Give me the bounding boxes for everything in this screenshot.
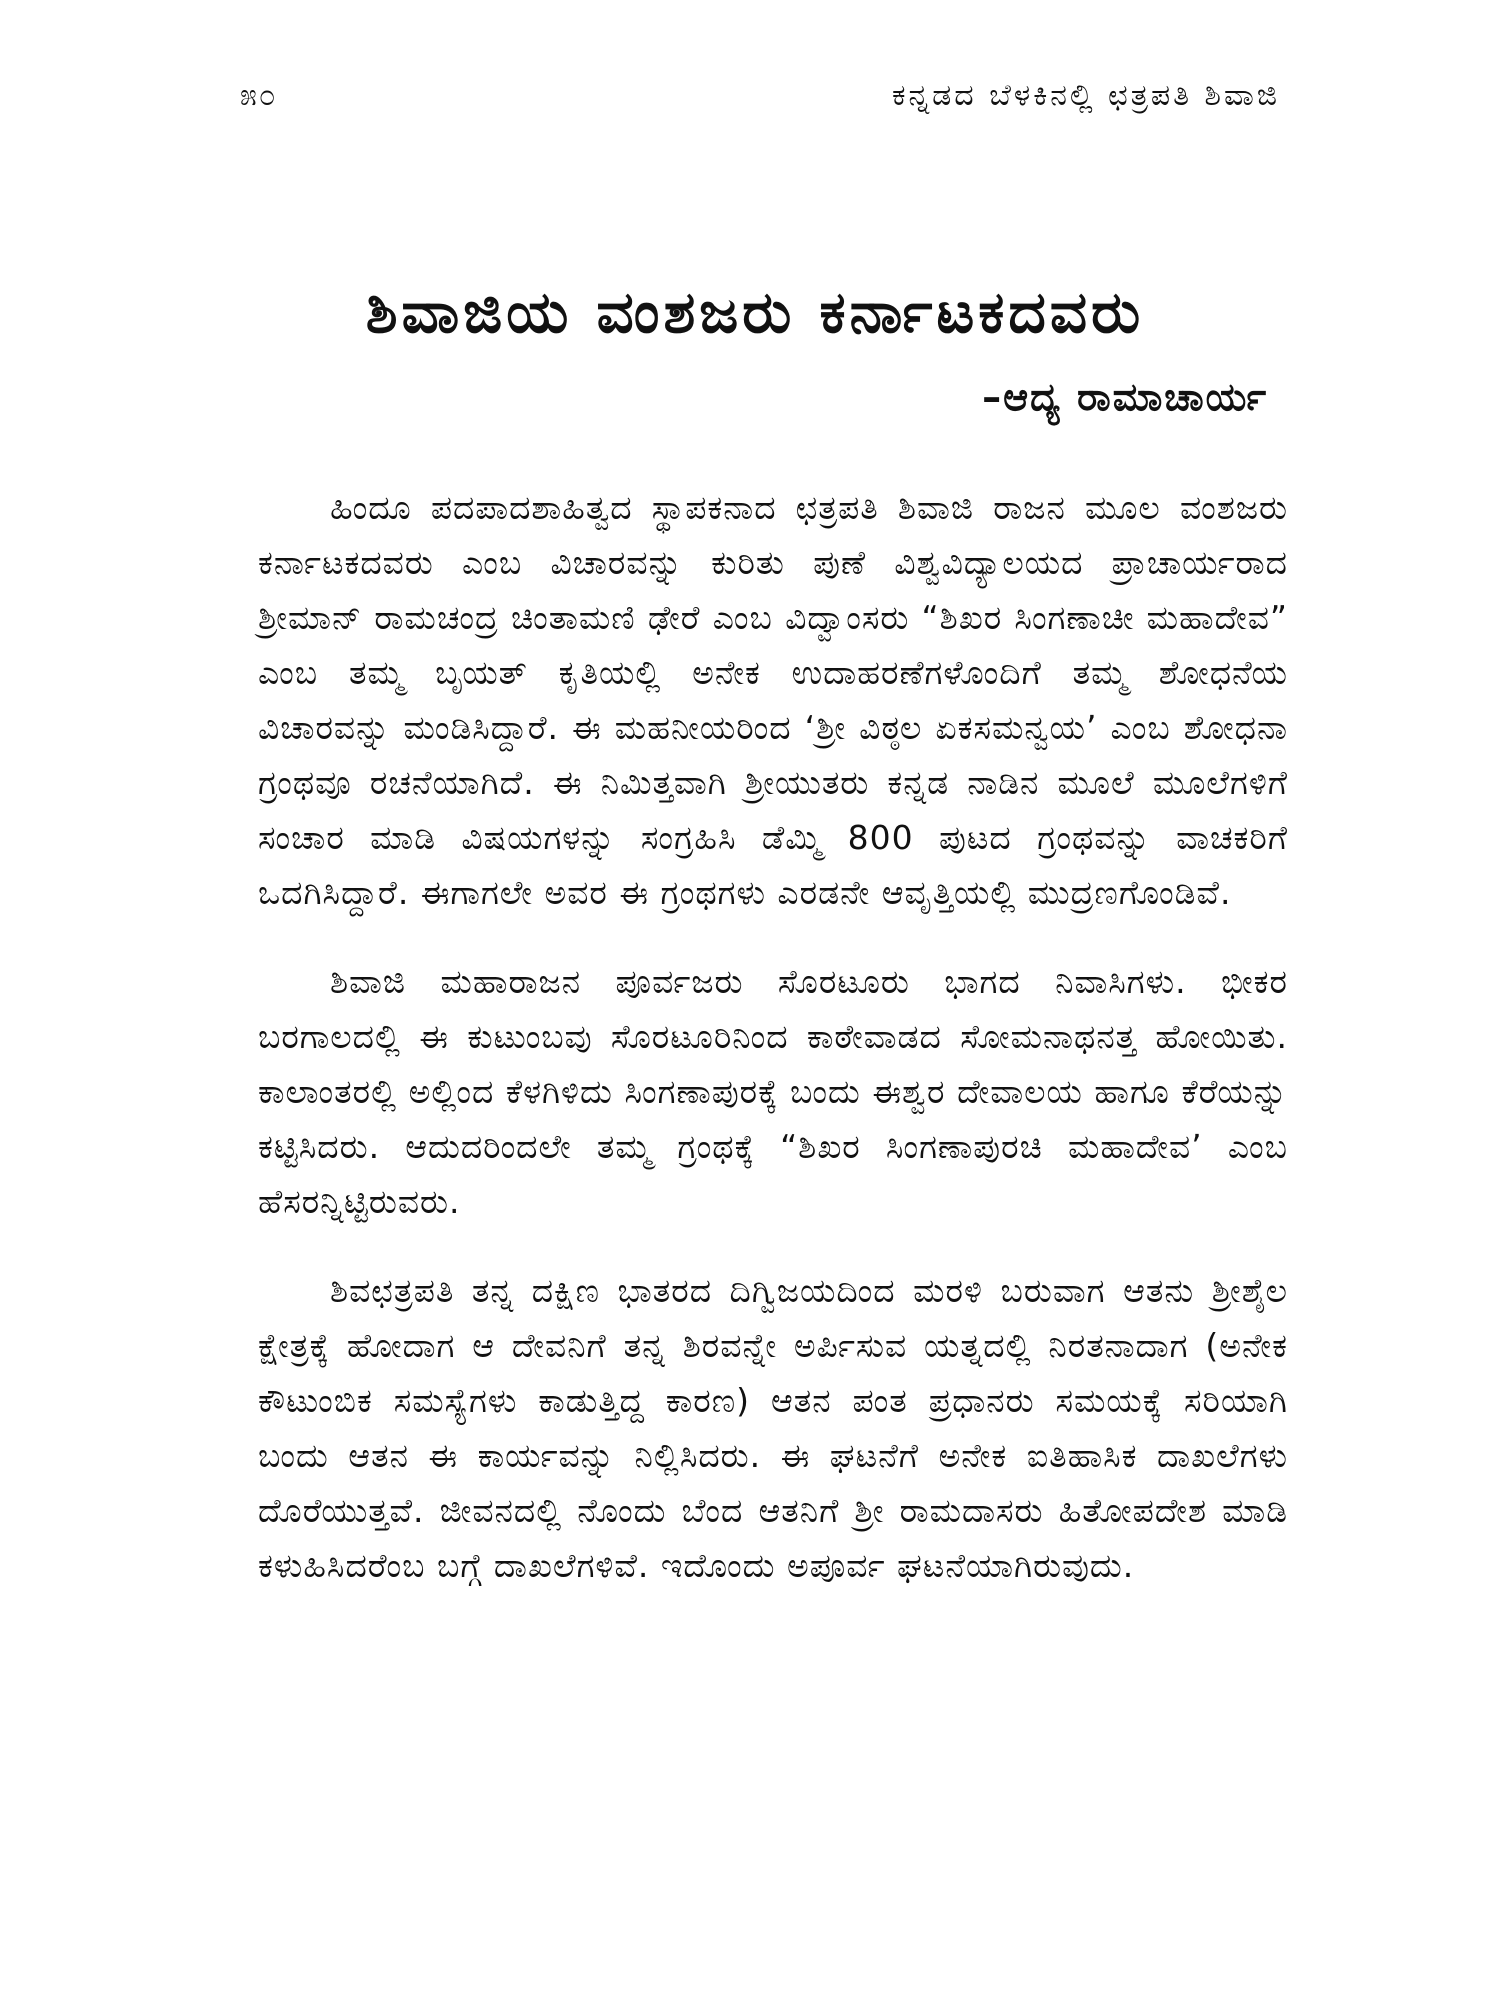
paragraph: ಹಿಂದೂ ಪದಪಾದಶಾಹಿತ್ವದ ಸ್ಥಾಪಕನಾದ ಛತ್ರಪತಿ ಶಿವಾಜಿ ರಾಜನ ಮೂಲ ವಂಶಜರು ಕರ್ನಾಟಕದವರು ಎಂಬ ವಿಚಾರವನ್ನು ಕುರಿತು ಪುಣೆ ವಿಶ್ವವಿದ್ಯಾಲಯದ ಪ್ರಾಚಾರ್ಯರಾದ ಶ್ರೀಮಾನ್ ರಾಮಚಂದ್ರ ಚಿಂತಾಮಣಿ ಢೇರೆ ಎಂಬ ವಿದ್ವಾಂಸರು “ಶಿಖರ ಸಿಂಗಣಾಚೀ ಮಹಾದೇವ” ಎಂಬ ತಮ್ಮ ಬೃಯತ್ ಕೃತಿಯಲ್ಲಿ ಅನೇಕ ಉದಾಹರಣೆಗಳೊಂದಿಗೆ ತಮ್ಮ ಶೋಧನೆಯ ವಿಚಾರವನ್ನು ಮಂಡಿಸಿದ್ದಾರೆ. ಈ ಮಹನೀಯರಿಂದ ‘ಶ್ರೀ ವಿಠ್ಠಲ ಏಕಸಮನ್ವಯ’ ಎಂಬ ಶೋಧನಾ ಗ್ರಂಥವೂ ರಚನೆಯಾಗಿದೆ. ಈ ನಿಮಿತ್ತವಾಗಿ ಶ್ರೀಯುತರು ಕನ್ನಡ ನಾಡಿನ ಮೂಲೆ ಮೂಲೆಗಳಿಗೆ ಸಂಚಾರ ಮಾಡಿ ವಿಷಯಗಳನ್ನು ಸಂಗ್ರಹಿಸಿ ಡೆಮ್ಮಿ 800 ಪುಟದ ಗ್ರಂಥವನ್ನು ವಾಚಕರಿಗೆ ಒದಗಿಸಿದ್ದಾರೆ. ಈಗಾಗಲೇ ಅವರ ಈ ಗ್ರಂಥಗಳು ಎರಡನೇ ಆವೃತ್ತಿಯಲ್ಲಿ ಮುದ್ರಣಗೊಂಡಿವೆ. xyxy=(258,488,1288,912)
article-body xyxy=(258,480,1288,1627)
running-title: ಕನ್ನಡದ ಬೆಳಕಿನಲ್ಲಿ ಛತ್ರಪತಿ ಶಿವಾಜಿ xyxy=(891,77,1280,113)
article-author: –ಆದ್ಯ ರಾಮಾಚಾರ್ಯ xyxy=(982,375,1268,419)
page-number: ೫೦ xyxy=(240,77,278,113)
article-title: ಶಿವಾಜಿಯ ವಂಶಜರು ಕರ್ನಾಟಕದವರು xyxy=(365,278,1145,346)
paragraph: ಶಿವಛತ್ರಪತಿ ತನ್ನ ದಕ್ಷಿಣ ಭಾತರದ ದಿಗ್ವಿಜಯದಿಂದ ಮರಳಿ ಬರುವಾಗ ಆತನು ಶ್ರೀಶೈಲ ಕ್ಷೇತ್ರಕ್ಕೆ ಹೋದಾಗ ಆ ದೇವನಿಗೆ ತನ್ನ ಶಿರವನ್ನೇ ಅರ್ಪಿಸುವ ಯತ್ನದಲ್ಲಿ ನಿರತನಾದಾಗ (ಅನೇಕ ಕೌಟುಂಬಿಕ ಸಮಸ್ಯೆಗಳು ಕಾಡುತ್ತಿದ್ದ ಕಾರಣ) ಆತನ ಪಂತ ಪ್ರಧಾನರು ಸಮಯಕ್ಕೆ ಸರಿಯಾಗಿ ಬಂದು ಆತನ ಈ ಕಾರ್ಯವನ್ನು ನಿಲ್ಲಿಸಿದರು. ಈ ಘಟನೆಗೆ ಅನೇಕ ಐತಿಹಾಸಿಕ ದಾಖಲೆಗಳು ದೊರೆಯುತ್ತವೆ. ಜೀವನದಲ್ಲಿ ನೊಂದು ಬೆಂದ ಆತನಿಗೆ ಶ್ರೀ ರಾಮದಾಸರು ಹಿತೋಪದೇಶ ಮಾಡಿ ಕಳುಹಿಸಿದರೆಂಬ ಬಗ್ಗೆ ದಾಖಲೆಗಳಿವೆ. ಇದೊಂದು ಅಪೂರ್ವ ಘಟನೆಯಾಗಿರುವುದು. xyxy=(258,1271,1288,1585)
paragraph: ಶಿವಾಜಿ ಮಹಾರಾಜನ ಪೂರ್ವಜರು ಸೊರಟೂರು ಭಾಗದ ನಿವಾಸಿಗಳು. ಭೀಕರ ಬರಗಾಲದಲ್ಲಿ ಈ ಕುಟುಂಬವು ಸೊರಟೂರಿನಿಂದ ಕಾಠೇವಾಡದ ಸೋಮನಾಥನತ್ತ ಹೋಯಿತು. ಕಾಲಾಂತರಲ್ಲಿ ಅಲ್ಲಿಂದ ಕೆಳಗಿಳಿದು ಸಿಂಗಣಾಪುರಕ್ಕೆ ಬಂದು ಈಶ್ವರ ದೇವಾಲಯ ಹಾಗೂ ಕೆರೆಯನ್ನು ಕಟ್ಟಿಸಿದರು. ಆದುದರಿಂದಲೇ ತಮ್ಮ ಗ್ರಂಥಕ್ಕೆ “ಶಿಖರ ಸಿಂಗಣಾಪುರಚಿ ಮಹಾದೇವ’ ಎಂಬ ಹೆಸರನ್ನಿಟ್ಟಿರುವರು. xyxy=(258,962,1288,1221)
running-header xyxy=(240,70,1280,120)
